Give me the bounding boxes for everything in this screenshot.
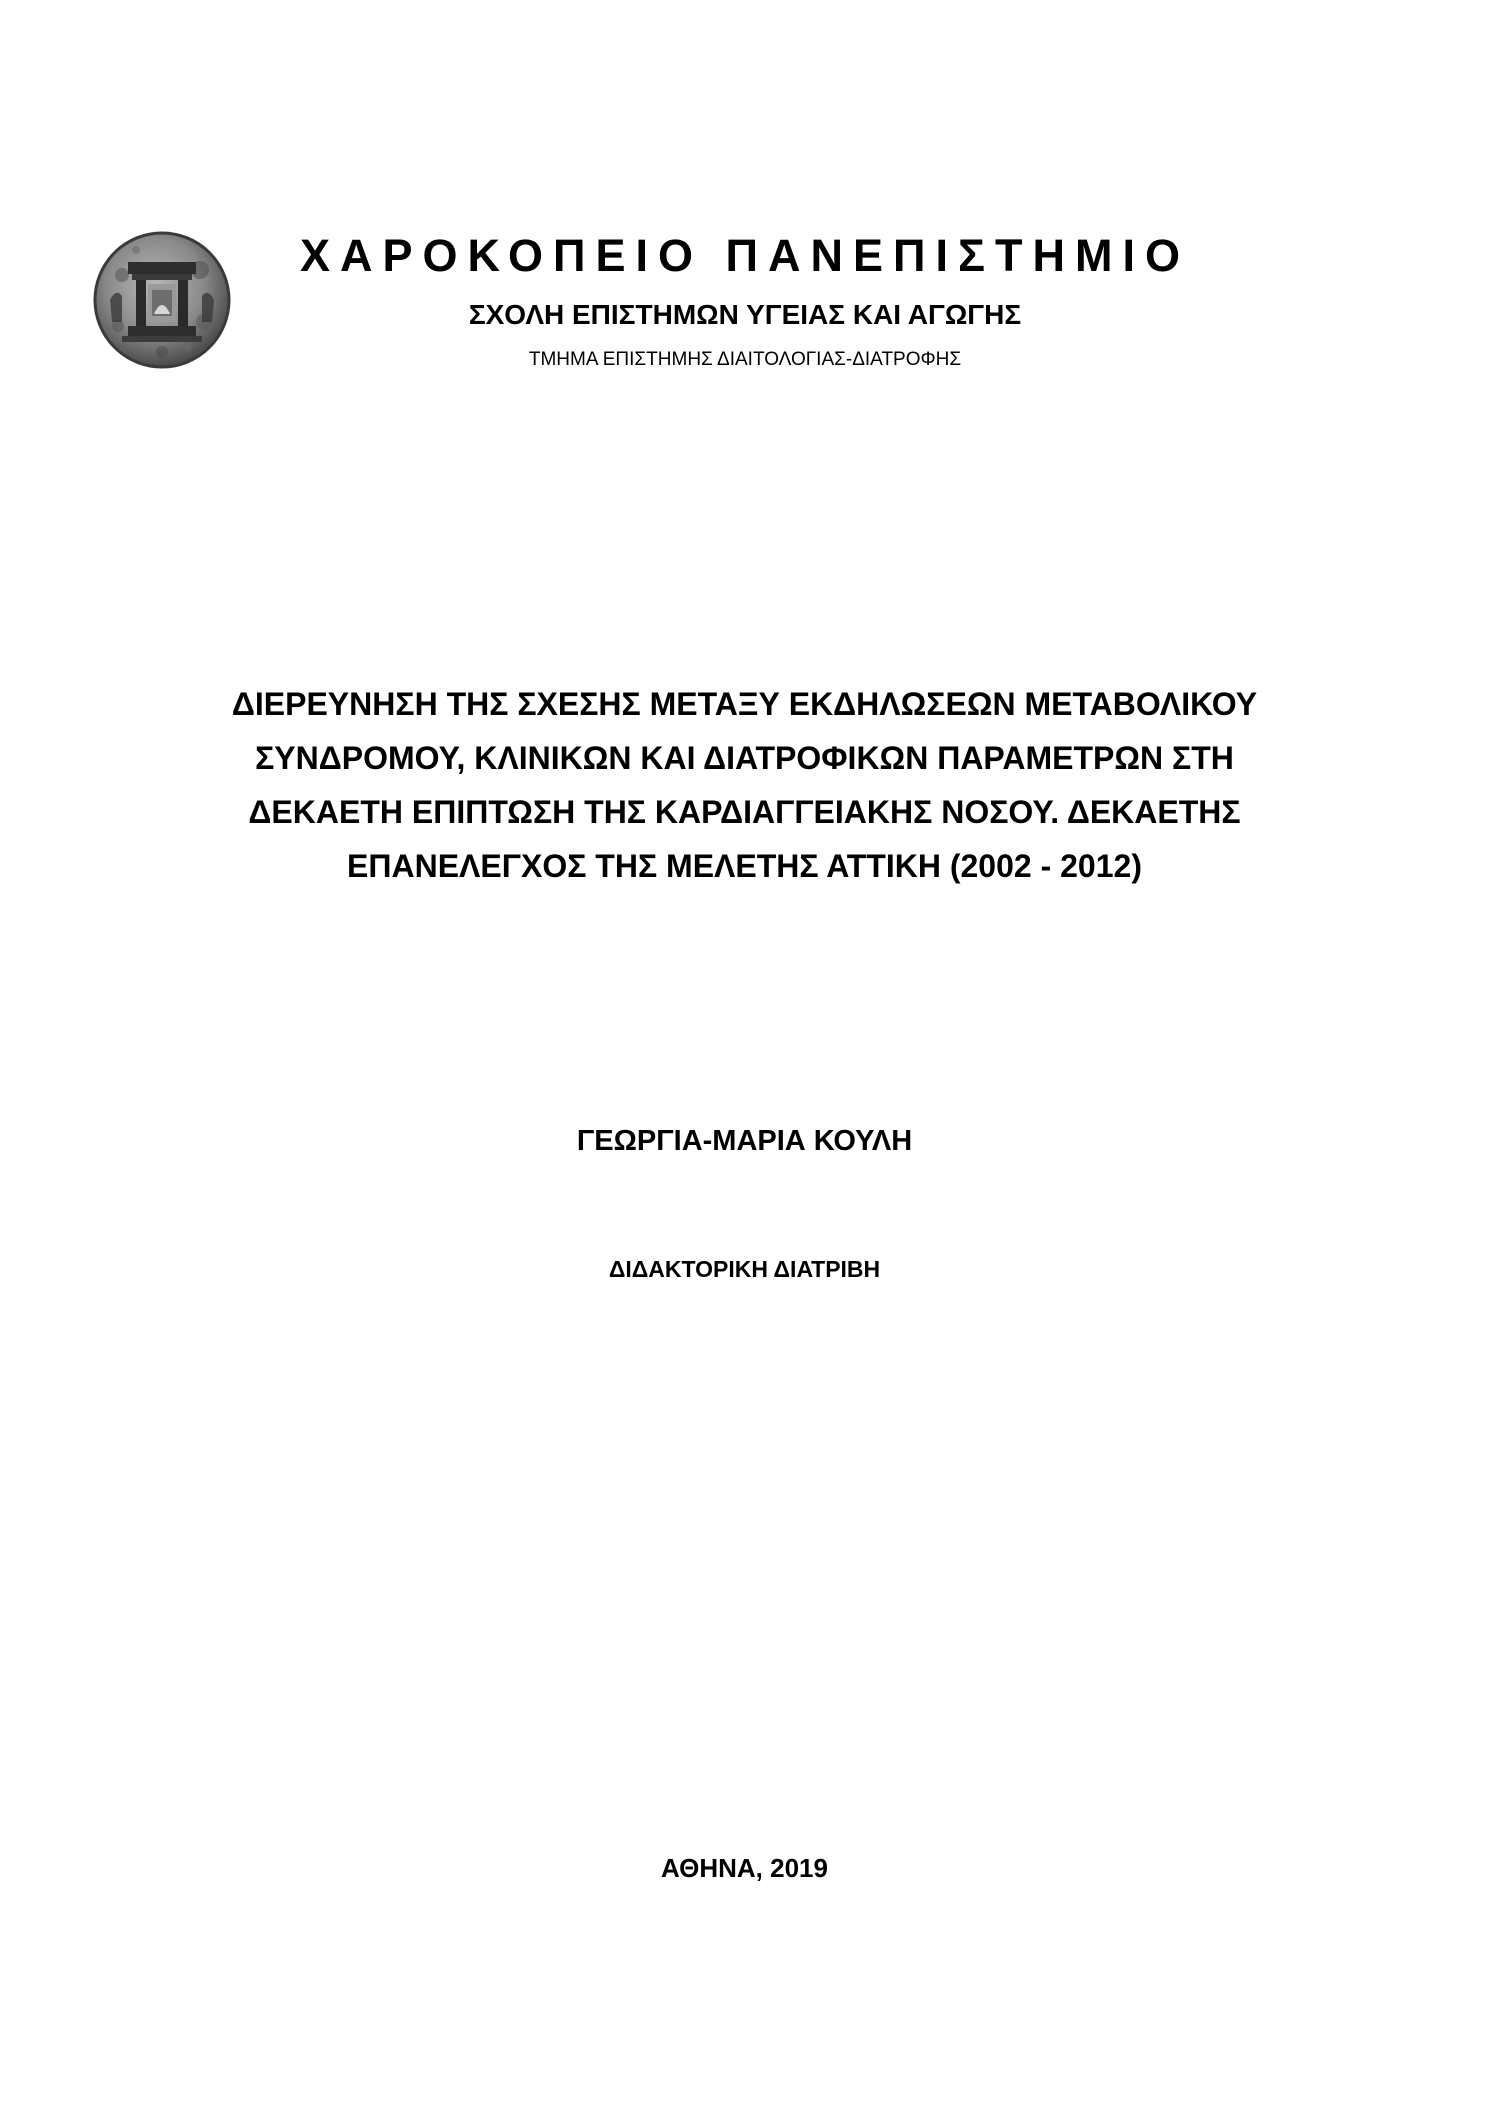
thesis-title [150, 677, 1339, 893]
author-name: ΓΕΩΡΓΙΑ-ΜΑΡΙΑ ΚΟΥΛΗ [576, 1125, 913, 1157]
university-seal-icon [92, 230, 232, 370]
thesis-title-line: ΕΠΑΝΕΛΕΓΧΟΣ ΤΗΣ ΜΕΛΕΤΗΣ ΑΤΤΙΚΗ (2002 - 2012) [347, 848, 1142, 884]
thesis-title-line: ΔΕΚΑΕΤΗ ΕΠΙΠΤΩΣΗ ΤΗΣ ΚΑΡΔΙΑΓΓΕΙΑΚΗΣ ΝΟΣΟΥ. ΔΕΚΑΕΤΗΣ [248, 794, 1241, 830]
university-name: ΧΑΡΟΚΟΠΕΙΟ ΠΑΝΕΠΙΣΤΗΜΙΟ [300, 230, 1190, 281]
thesis-type: ΔΙΔΑΚΤΟΡΙΚΗ ΔΙΑΤΡΙΒΗ [608, 1256, 881, 1282]
school-name: ΣΧΟΛΗ ΕΠΙΣΤΗΜΩΝ ΥΓΕΙΑΣ ΚΑΙ ΑΓΩΓΗΣ [468, 299, 1022, 330]
thesis-title-line: ΣΥΝΔΡΟΜΟΥ, ΚΛΙΝΙΚΩΝ ΚΑΙ ΔΙΑΤΡΟΦΙΚΩΝ ΠΑΡΑΜΕΤΡΩΝ ΣΤΗ [255, 740, 1234, 776]
place-date: ΑΘΗΝΑ, 2019 [661, 1853, 828, 1883]
department-name: ΤΜΗΜΑ ΕΠΙΣΤΗΜΗΣ ΔΙΑΙΤΟΛΟΓΙΑΣ-ΔΙΑΤΡΟΦΗΣ [528, 349, 962, 370]
thesis-title-line: ΔΙΕΡΕΥΝΗΣΗ ΤΗΣ ΣΧΕΣΗΣ ΜΕΤΑΞΥ ΕΚΔΗΛΩΣΕΩΝ ΜΕΤΑΒΟΛΙΚΟΥ [231, 686, 1258, 722]
